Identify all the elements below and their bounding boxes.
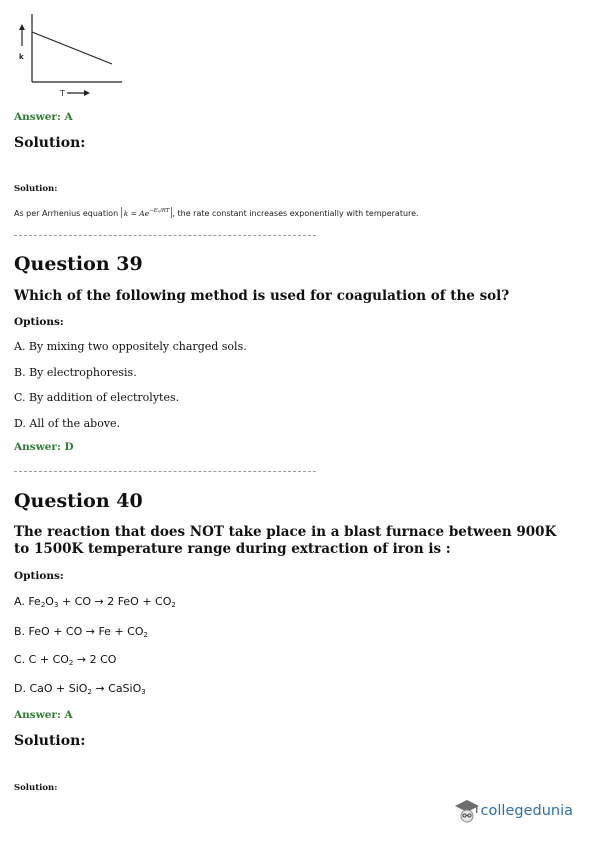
k-vs-t-graph (14, 12, 124, 112)
q38-solution-prefix: As per Arrhenius equation (14, 209, 119, 218)
q39-title: Question 39 (14, 253, 143, 275)
q39-question-text: Which of the following method is used for coagulation of the sol? (14, 288, 510, 304)
q40-solution-subheading: Solution: (14, 783, 58, 793)
q39-answer: Answer: D (14, 441, 74, 453)
collegedunia-logo (453, 798, 573, 824)
graduation-cap-icon (453, 798, 481, 824)
x-axis-label: T (60, 89, 65, 98)
q38-solution-suffix: , the rate constant increases exponentially with temperature. (172, 209, 419, 218)
q40-answer: Answer: A (14, 709, 73, 721)
q38-solution-text (14, 207, 419, 218)
q40-option-d: D. CaO + SiO$_2$ → CaSiO$_3$ (14, 682, 146, 696)
q40-option-b: B. FeO + CO → $Fe + CO_2$ (14, 625, 148, 639)
k-curve (32, 32, 112, 64)
arrhenius-formula: $k = Ae^{-E_a/RT}$ (121, 207, 173, 218)
divider (14, 471, 316, 472)
q39-option-d: D. All of the above. (14, 417, 121, 430)
q40-option-a: A. $Fe_2O_3$ + CO → 2 FeO + $CO_2$ (14, 595, 176, 609)
divider (14, 235, 316, 236)
q39-option-a: A. By mixing two oppositely charged sols. (14, 340, 247, 353)
y-axis-label: k (19, 53, 24, 61)
logo-text: collegedunia (480, 803, 573, 819)
x-axis-arrow-head (84, 90, 90, 96)
q39-option-c: C. By addition of electrolytes. (14, 391, 180, 404)
q40-question-line-2: to 1500K temperature range during extraction of iron is : (14, 541, 451, 557)
q39-option-b: B. By electrophoresis. (14, 366, 137, 379)
q40-question-line-1: The reaction that does NOT take place in a blast furnace between 900K (14, 524, 557, 540)
q38-solution-heading: Solution: (14, 135, 86, 151)
y-axis-arrow-head (19, 24, 25, 30)
q39-options-label: Options: (14, 316, 64, 328)
q40-options-label: Options: (14, 570, 64, 582)
q40-solution-heading: Solution: (14, 733, 86, 749)
q38-answer: Answer: A (14, 111, 73, 123)
q38-solution-subheading: Solution: (14, 184, 58, 194)
q40-title: Question 40 (14, 490, 143, 512)
q40-option-c: C. $C + CO_2 \to 2$ CO (14, 653, 117, 667)
